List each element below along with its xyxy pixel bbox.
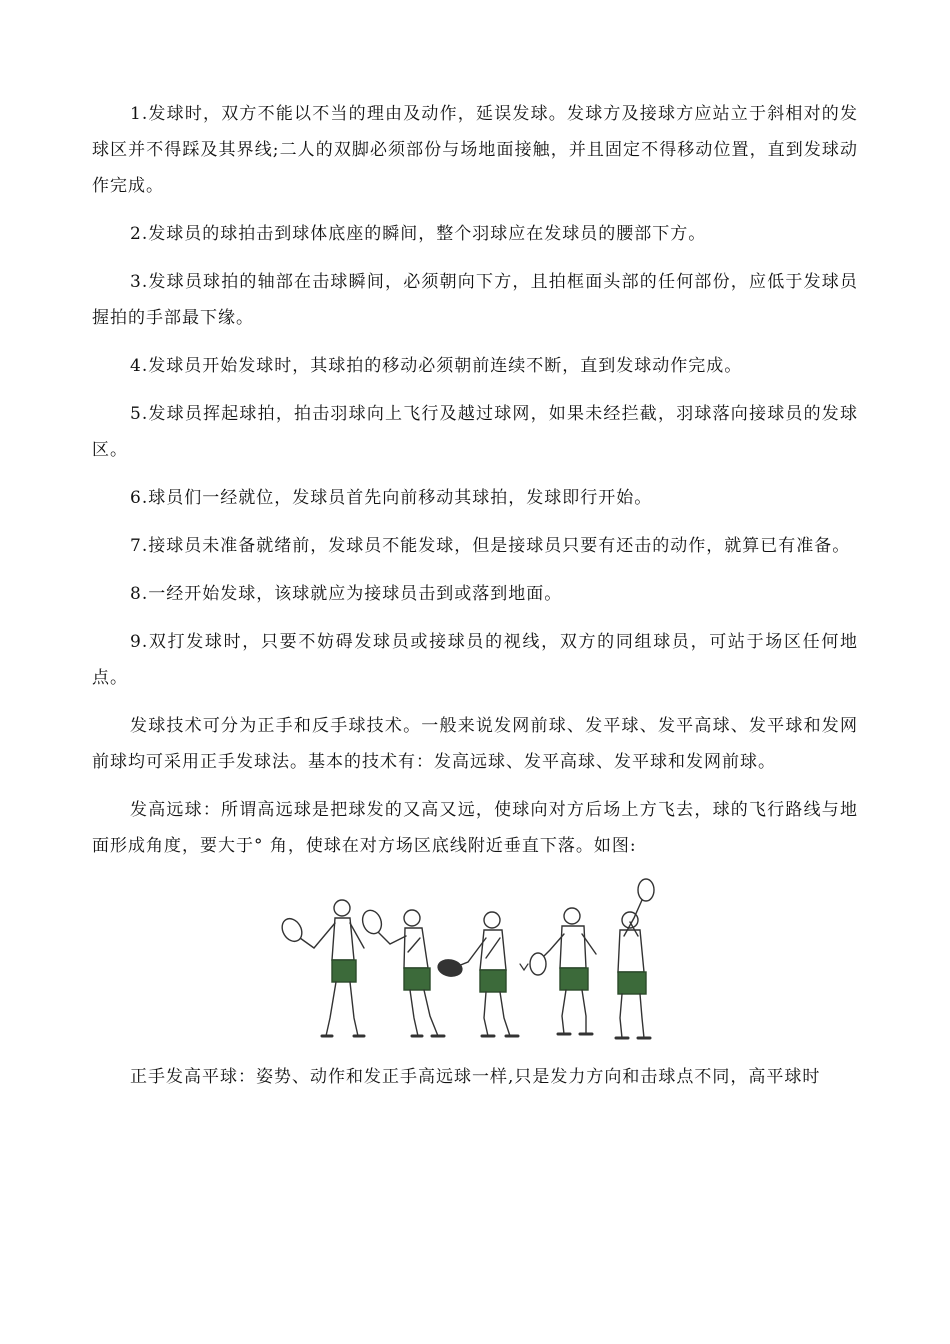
paragraph-rule-6: 6.球员们一经就位，发球员首先向前移动其球拍，发球即行开始。 <box>130 488 653 508</box>
serve-sequence-figure <box>92 878 858 1043</box>
paragraph-rule-2: 2.发球员的球拍击到球体底座的瞬间，整个羽球应在发球员的腰部下方。 <box>130 224 707 244</box>
paragraph-forehand-flat-high-serve: 正手发高平球：姿势、动作和发正手高远球一样,只是发力方向和击球点不同，高平球时 <box>130 1067 821 1087</box>
player-figure-5 <box>616 879 654 1038</box>
player-figure-1 <box>280 900 364 1036</box>
paragraph-rule-3: 3.发球员球拍的轴部在击球瞬间，必须朝向下方，且拍框面头部的任何部份，应低于发球员握拍的手部最下缘。 <box>92 272 858 328</box>
paragraph-high-serve: 发高远球：所谓高远球是把球发的又高又远，使球向对方后场上方飞去，球的飞行路线与地面形成角度，要大于° 角，使球在对方场区底线附近垂直下落。如图: <box>92 800 858 856</box>
player-figure-4 <box>530 908 596 1034</box>
paragraph-rule-1: 1.发球时，双方不能以不当的理由及动作，延误发球。发球方及接球方应站立于斜相对的发球区并不得踩及其界线;二人的双脚必须部份与场地面接触，并且固定不得移动位置，直到发球动作完成。 <box>92 104 858 196</box>
paragraph-rule-8: 8.一经开始发球，该球就应为接球员击到或落到地面。 <box>130 584 563 604</box>
paragraph-rule-5: 5.发球员挥起球拍，拍击羽球向上飞行及越过球网，如果未经拦截，羽球落向接球员的发球区。 <box>92 404 858 460</box>
paragraph-rule-7: 7.接球员未准备就绪前，发球员不能发球，但是接球员只要有还击的动作，就算已有准备。 <box>130 536 851 556</box>
badminton-serve-sequence-illustration <box>280 878 660 1043</box>
paragraph-rule-9: 9.双打发球时，只要不妨碍发球员或接球员的视线，双方的同组球员，可站于场区任何地点。 <box>92 632 858 688</box>
player-figure-3 <box>437 912 528 1036</box>
paragraph-rule-4: 4.发球员开始发球时，其球拍的移动必须朝前连续不断，直到发球动作完成。 <box>130 356 743 376</box>
document-page <box>92 96 858 1107</box>
paragraph-serve-techniques: 发球技术可分为正手和反手球技术。一般来说发网前球、发平球、发平高球、发平球和发网前球均可采用正手发球法。基本的技术有：发高远球、发平高球、发平球和发网前球。 <box>92 716 858 772</box>
player-figure-2 <box>359 908 444 1036</box>
